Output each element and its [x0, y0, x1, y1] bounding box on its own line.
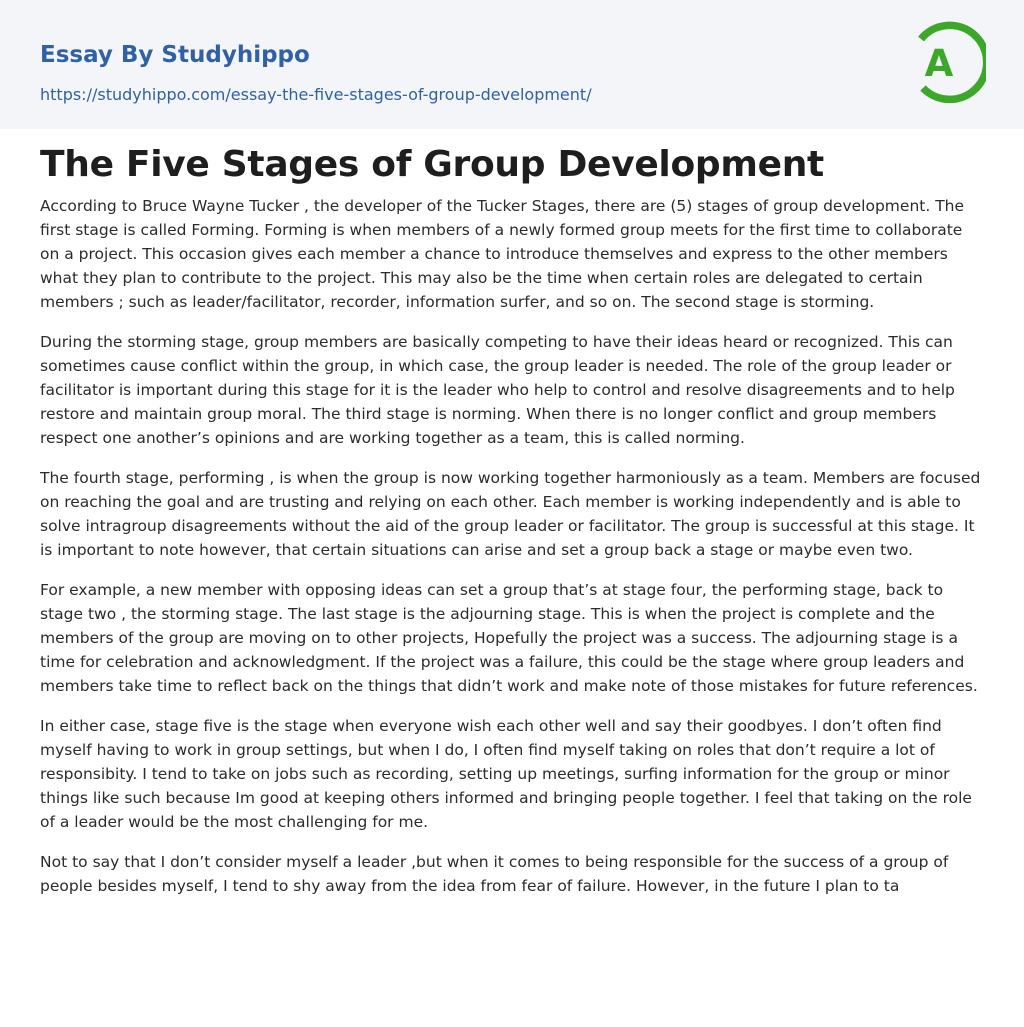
paragraph: For example, a new member with opposing ideas can set a group that’s at stage four, the performing stage, back to stage two , the storming stage. The last stage is the adjourning stage. This is when the project is complete and the members of the group are moving on to other projects, Hopefully the project was a success. The adjourning stage is a time for celebration and acknowledgment. If the project was a failure, this could be the stage where group leaders and members take time to reflect back on the things that didn’t work and make note of those mistakes for future references.: [40, 581, 978, 695]
paragraph: In either case, stage five is the stage when everyone wish each other well and say their goodbyes. I don’t often find myself having to work in group settings, but when I do, I often find myself taking on roles that don’t require a lot of responsibity. I tend to take on jobs such as recording, setting up meetings, surfing information for the group or minor things like such because Im good at keeping others informed and bringing people together. I feel that taking on the role of a leader would be the most challenging for me.: [40, 717, 972, 831]
studyhippo-logo-icon[interactable]: [912, 20, 986, 104]
paragraph: During the storming stage, group members are basically competing to have their ideas heard or recognized. This can sometimes cause conflict within the group, in which case, the group leader is needed. The role of the group leader or facilitator is important during this stage for it is the leader who help to control and resolve disagreements and to help restore and maintain group moral. The third stage is norming. When there is no longer conflict and group members respect one another’s opinions and are working together as a team, this is called norming.: [40, 333, 955, 447]
paragraph: According to Bruce Wayne Tucker , the developer of the Tucker Stages, there are (5) stages of group development. The first stage is called Forming. Forming is when members of a newly formed group meets for the first time to collaborate on a project. This occasion gives each member a chance to introduce themselves and express to the other members what they plan to contribute to the project. This may also be the time when certain roles are delegated to certain members ; such as leader/facilitator, recorder, information surfer, and so on. The second stage is storming.: [40, 197, 965, 311]
logo-letter: A: [924, 42, 954, 85]
paragraph: The fourth stage, performing , is when the group is now working together harmoniously as a team. Members are focused on reaching the goal and are trusting and relying on each other. Each member is working independently and is able to solve intragroup disagreements without the aid of the group leader or facilitator. The group is successful at this stage. It is important to note however, that certain situations can arise and set a group back a stage or maybe even two.: [40, 469, 981, 559]
essay-title: The Five Stages of Group Development: [40, 144, 824, 185]
essay-url-link[interactable]: https://studyhippo.com/essay-the-five-stages-of-group-development/: [40, 85, 592, 104]
site-name: Essay By Studyhippo: [40, 42, 310, 68]
essay-body: [40, 194, 986, 984]
paragraph: Not to say that I don’t consider myself a leader ,but when it comes to being responsible for the success of a group of people besides myself, I tend to shy away from the idea from fear of failure. However, in the future I plan to ta: [40, 853, 949, 895]
site-header: [0, 0, 1024, 129]
